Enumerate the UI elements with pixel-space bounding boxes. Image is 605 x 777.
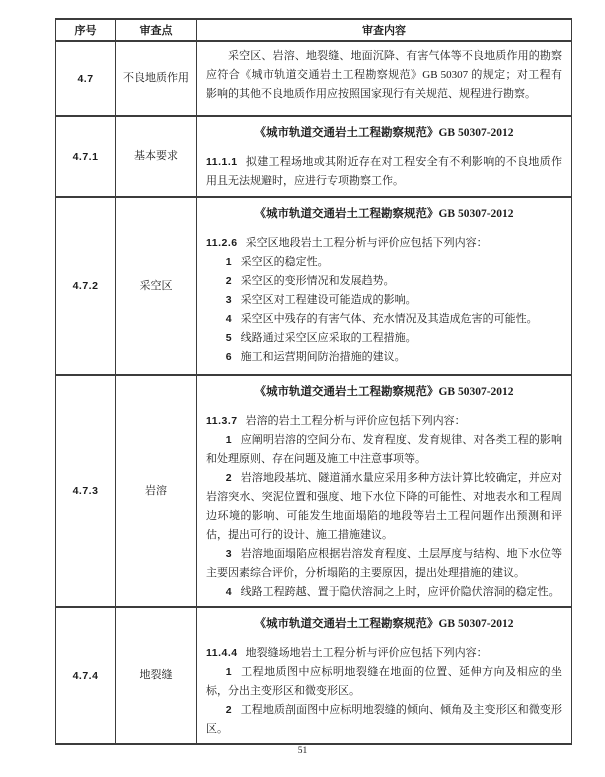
clause-text: 拟建工程场地或其附近存在对工程安全有不利影响的不良地质作用且无法规避时，应进行专项勘察工作。 <box>206 156 562 187</box>
item-number: 3 <box>225 548 232 560</box>
row-point: 采空区 <box>116 197 197 375</box>
standard-title: 《城市轨道交通岩土工程勘察规范》GB 50307-2012 <box>254 618 514 630</box>
list-item <box>206 545 562 583</box>
clause-number: 11.1.1 <box>206 156 238 168</box>
item-number: 6 <box>225 351 232 363</box>
row-id: 4.7.1 <box>56 116 116 197</box>
table-row <box>56 116 572 197</box>
item-text: 岩溶地段基坑、隧道涌水量应采用多种方法计算比较确定，并应对岩溶突水、突泥位置和强度、地下水位下降的可能性、对地表水和工程周边环境的影响、可能发生地面塌陷的地段等岩土工程问题作出预测和评估，提出可行的设计、施工措施建议。 <box>206 472 562 541</box>
list-item <box>206 291 562 310</box>
list-item <box>206 431 562 469</box>
item-number: 3 <box>225 294 232 306</box>
item-number: 4 <box>225 586 232 598</box>
item-text: 岩溶地面塌陷应根据岩溶发育程度、土层厚度与结构、地下水位等主要因素综合评价，分析塌陷的主要原因，提出处理措施的建议。 <box>206 548 562 579</box>
item-text: 采空区的变形情况和发展趋势。 <box>240 275 395 287</box>
item-text: 线路工程跨越、置于隐伏溶洞之上时，应评价隐伏溶洞的稳定性。 <box>240 586 560 598</box>
item-number: 2 <box>225 275 232 287</box>
list-item <box>206 329 562 348</box>
clause-text: 岩溶的岩土工程分析与评价应包括下列内容： <box>245 415 466 427</box>
standard-title: 《城市轨道交通岩土工程勘察规范》GB 50307-2012 <box>254 386 514 398</box>
item-text: 采空区中残存的有害气体、充水情况及其造成危害的可能性。 <box>240 313 538 325</box>
clause-paragraph <box>206 234 562 253</box>
table-row <box>56 197 572 375</box>
list-item <box>206 348 562 367</box>
content-paragraph: 采空区、岩溶、地裂缝、地面沉降、有害气体等不良地质作用的勘察应符合《城市轨道交通岩土工程勘察规范》GB 50307 的规定；对工程有影响的其他不良地质作用应按照国家现行有关规范、规程进行勘察。 <box>206 50 562 100</box>
row-id: 4.7.3 <box>56 375 116 607</box>
clause-number: 11.3.7 <box>206 415 238 427</box>
row-content <box>197 197 572 375</box>
item-text: 采空区的稳定性。 <box>240 256 329 268</box>
list-item <box>206 253 562 272</box>
item-number: 2 <box>225 472 232 484</box>
row-id: 4.7.4 <box>56 607 116 744</box>
review-table <box>55 18 572 745</box>
row-content <box>197 375 572 607</box>
page-number: 51 <box>297 746 308 756</box>
row-id: 4.7.2 <box>56 197 116 375</box>
item-text: 施工和运营期间防治措施的建议。 <box>240 351 406 363</box>
clause-paragraph <box>206 644 562 663</box>
header-serial-number: 序号 <box>56 19 116 41</box>
clause-number: 11.2.6 <box>206 237 238 249</box>
list-item <box>206 310 562 329</box>
item-number: 1 <box>225 666 232 678</box>
clause-number: 11.4.4 <box>206 647 238 659</box>
standard-title: 《城市轨道交通岩土工程勘察规范》GB 50307-2012 <box>254 127 514 139</box>
list-item <box>206 663 562 701</box>
clause-paragraph <box>206 153 562 191</box>
item-number: 4 <box>225 313 232 325</box>
row-point: 岩溶 <box>116 375 197 607</box>
item-text: 线路通过采空区应采取的工程措施。 <box>240 332 417 344</box>
list-item <box>206 469 562 545</box>
table-header-row <box>56 19 572 41</box>
item-number: 1 <box>225 434 232 446</box>
item-number: 1 <box>225 256 232 268</box>
item-text: 工程地质剖面图中应标明地裂缝的倾向、倾角及主变形区和微变形区。 <box>206 704 562 735</box>
clause-text: 采空区地段岩土工程分析与评价应包括下列内容： <box>245 237 488 249</box>
table-row <box>56 607 572 744</box>
row-content <box>197 41 572 116</box>
list-item <box>206 272 562 291</box>
table-row <box>56 375 572 607</box>
item-text: 采空区对工程建设可能造成的影响。 <box>240 294 417 306</box>
row-content <box>197 116 572 197</box>
item-number: 2 <box>225 704 232 716</box>
row-point: 基本要求 <box>116 116 197 197</box>
row-point: 地裂缝 <box>116 607 197 744</box>
item-number: 5 <box>225 332 232 344</box>
item-text: 工程地质图中应标明地裂缝在地面的位置、延伸方向及相应的坐标，分出主变形区和微变形区。 <box>206 666 562 697</box>
standard-title: 《城市轨道交通岩土工程勘察规范》GB 50307-2012 <box>254 208 514 220</box>
table-row <box>56 41 572 116</box>
header-review-content: 审查内容 <box>197 19 572 41</box>
list-item <box>206 583 562 602</box>
row-point: 不良地质作用 <box>116 41 197 116</box>
row-content <box>197 607 572 744</box>
header-review-point: 审查点 <box>116 19 197 41</box>
row-id: 4.7 <box>56 41 116 116</box>
list-item <box>206 701 562 739</box>
clause-text: 地裂缝场地岩土工程分析与评价应包括下列内容： <box>245 647 488 659</box>
clause-paragraph <box>206 412 562 431</box>
item-text: 应阐明岩溶的空间分布、发育程度、发育规律、对各类工程的影响和处理原则、存在问题及施工中注意事项等。 <box>206 434 562 465</box>
